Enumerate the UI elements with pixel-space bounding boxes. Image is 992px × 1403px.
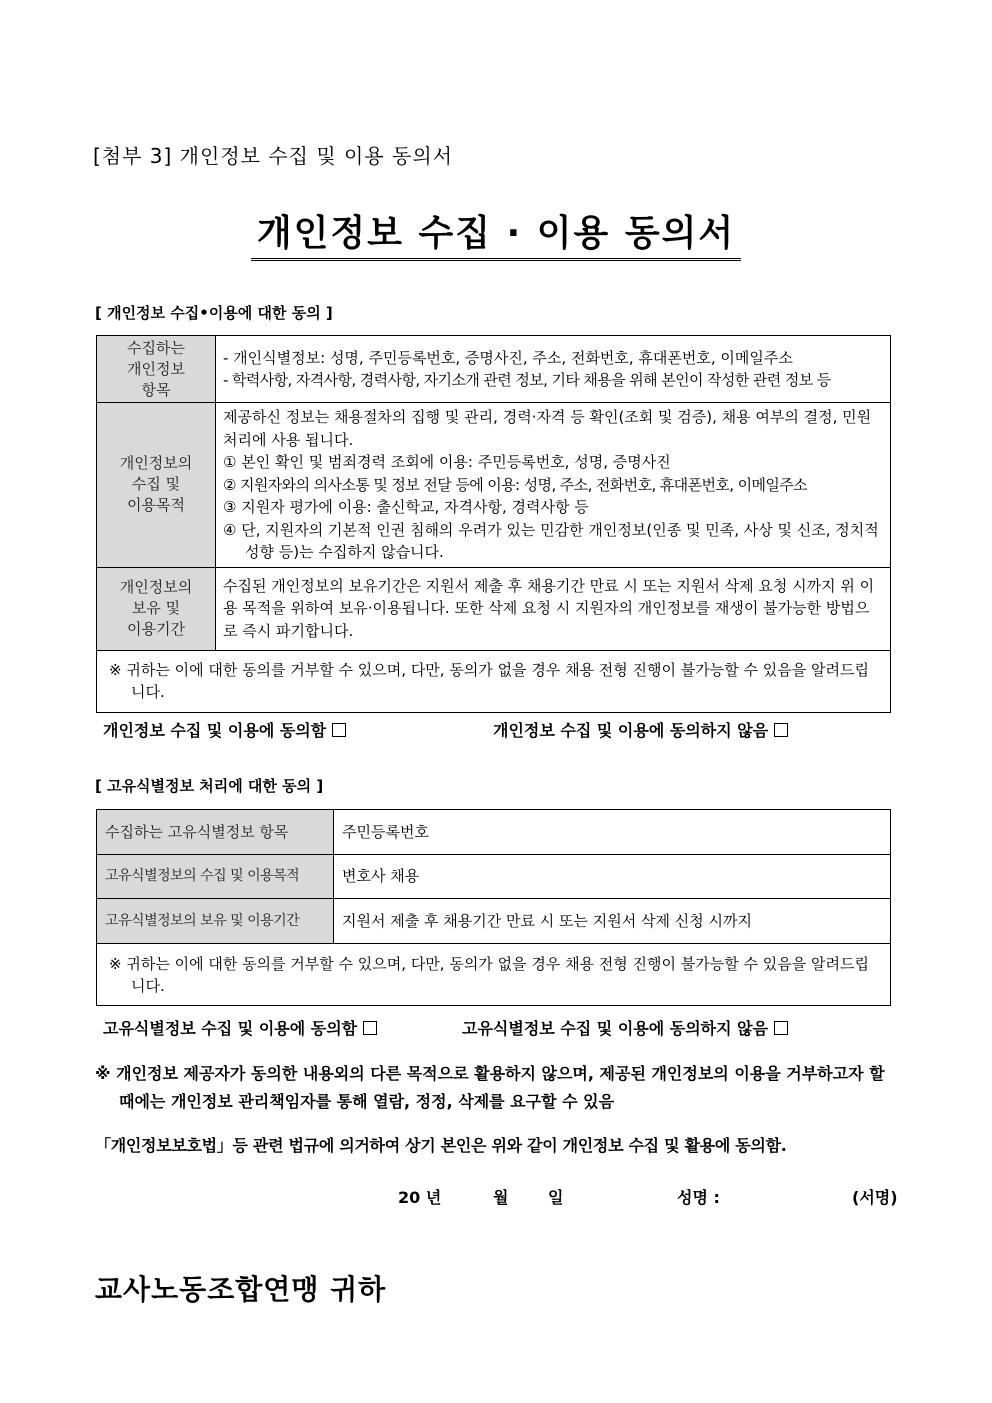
row-value: 주민등록번호 [334,810,891,855]
signature-label: (서명) [852,1188,898,1207]
name-field[interactable] [722,1183,842,1205]
list-item: - 학력사항, 자격사항, 경력사항, 자기소개 관련 정보, 기타 채용을 위해 본인이 작성한 관련 정보 등 [223,371,831,389]
row-label: 개인정보의 보유 및 이용기간 [97,567,216,650]
agree-label: 개인정보 수집 및 이용에 동의함 [103,721,327,740]
document-title [0,205,992,261]
uid-disagree-option[interactable] [462,1016,788,1039]
document-title-text: 개인정보 수집 · 이용 동의서 [251,205,741,261]
list-item: ③ 지원자 평가에 이용: 출신학교, 자격사항, 경력사항 등 [223,498,589,516]
uid-agree-label: 고유식별정보 수집 및 이용에 동의함 [103,1019,358,1038]
section1-heading: [ 개인정보 수집•이용에 대한 동의 ] [95,304,333,322]
row-label: 수집하는 고유식별정보 항목 [97,810,334,855]
table-row [97,650,891,712]
name-label: 성명 : [677,1188,720,1207]
list-item: ① 본인 확인 및 범죄경력 조회에 이용: 주민등록번호, 성명, 증명사진 [223,453,671,471]
disagree-option[interactable] [493,718,788,741]
uid-agree-option[interactable] [103,1016,377,1039]
table-row [97,810,891,855]
uid-disagree-checkbox[interactable] [774,1021,788,1035]
refusal-note [97,650,891,712]
purpose-intro: 제공하신 정보는 채용절차의 집행 및 관리, 경력·자격 등 확인(조회 및 검증), 채용 여부의 결정, 민원처리에 사용 됩니다. [223,408,872,449]
uid-disagree-label: 고유식별정보 수집 및 이용에 동의하지 않음 [462,1019,769,1038]
date-year: 20 년 [398,1188,442,1207]
table-row [97,567,891,650]
date-month: 월 [493,1188,509,1207]
row-content [216,403,891,568]
agree-option[interactable] [103,718,346,741]
law-statement: 「개인정보보호법」등 관련 법규에 의거하여 상기 본인은 위와 같이 개인정보 수집 및 활용에 동의함. [95,1136,787,1155]
row-label: 개인정보의 수집 및 이용목적 [97,403,216,568]
refusal-note-text: ※ 귀하는 이에 대한 동의를 거부할 수 있으며, 다만, 동의가 없을 경우 채용 전형 진행이 불가능할 수 있음을 알려드립니다. [109,954,869,995]
attachment-label: [첨부 3] 개인정보 수집 및 이용 동의서 [93,144,453,168]
refusal-note [97,944,891,1006]
table-row [97,336,891,403]
row-label: 고유식별정보의 수집 및 이용목적 [97,855,334,899]
list-item: ④ 단, 지원자의 기본적 인권 침해의 우려가 있는 민감한 개인정보(인종 및 민족, 사상 및 신조, 정치적 성향 등)는 수집하지 않습니다. [223,520,879,561]
agree-checkbox[interactable] [332,723,346,737]
table-row [97,403,891,568]
date-day: 일 [548,1188,564,1207]
unique-id-table [96,809,891,1006]
disagree-label: 개인정보 수집 및 이용에 동의하지 않음 [493,721,769,740]
refusal-note-text: ※ 귀하는 이에 대한 동의를 거부할 수 있으며, 다만, 동의가 없을 경우 채용 전형 진행이 불가능할 수 있음을 알려드립니다. [109,661,869,701]
row-label: 수집하는 개인정보 항목 [97,336,216,403]
usage-notice: ※ 개인정보 제공자가 동의한 내용외의 다른 목적으로 활용하지 않으며, 제공된 개인정보의 이용을 거부하고자 할 때에는 개인정보 관리책임자를 통해 열람, 정정, 삭제를 요구할 수 있음 [95,1064,885,1111]
table-row [97,899,891,944]
row-content: 수집된 개인정보의 보유기간은 지원서 제출 후 채용기간 만료 시 또는 지원서 삭제 요청 시까지 위 이용 목적을 위하여 보유·이용됩니다. 또한 삭제 요청 시 지원자의 개인정보를 재생이 불가능한 방법으로 즉시 파기합니다. [216,567,891,650]
row-label: 고유식별정보의 보유 및 이용기간 [97,899,334,944]
row-value: 지원서 제출 후 채용기간 만료 시 또는 지원서 삭제 신청 시까지 [334,899,891,944]
table-row [97,855,891,899]
list-item: - 개인식별정보: 성명, 주민등록번호, 증명사진, 주소, 전화번호, 휴대폰번호, 이메일주소 [223,348,793,367]
consent-table [96,335,891,713]
recipient: 교사노동조합연맹 귀하 [95,1273,387,1306]
uid-agree-checkbox[interactable] [363,1021,377,1035]
row-value: 변호사 채용 [334,855,891,899]
list-item: ② 지원자와의 의사소통 및 정보 전달 등에 이용: 성명, 주소, 전화번호, 휴대폰번호, 이메일주소 [223,475,808,494]
table-row [97,944,891,1006]
row-content [216,336,891,403]
section2-heading: [ 고유식별정보 처리에 대한 동의 ] [95,777,324,795]
disagree-checkbox[interactable] [774,723,788,737]
